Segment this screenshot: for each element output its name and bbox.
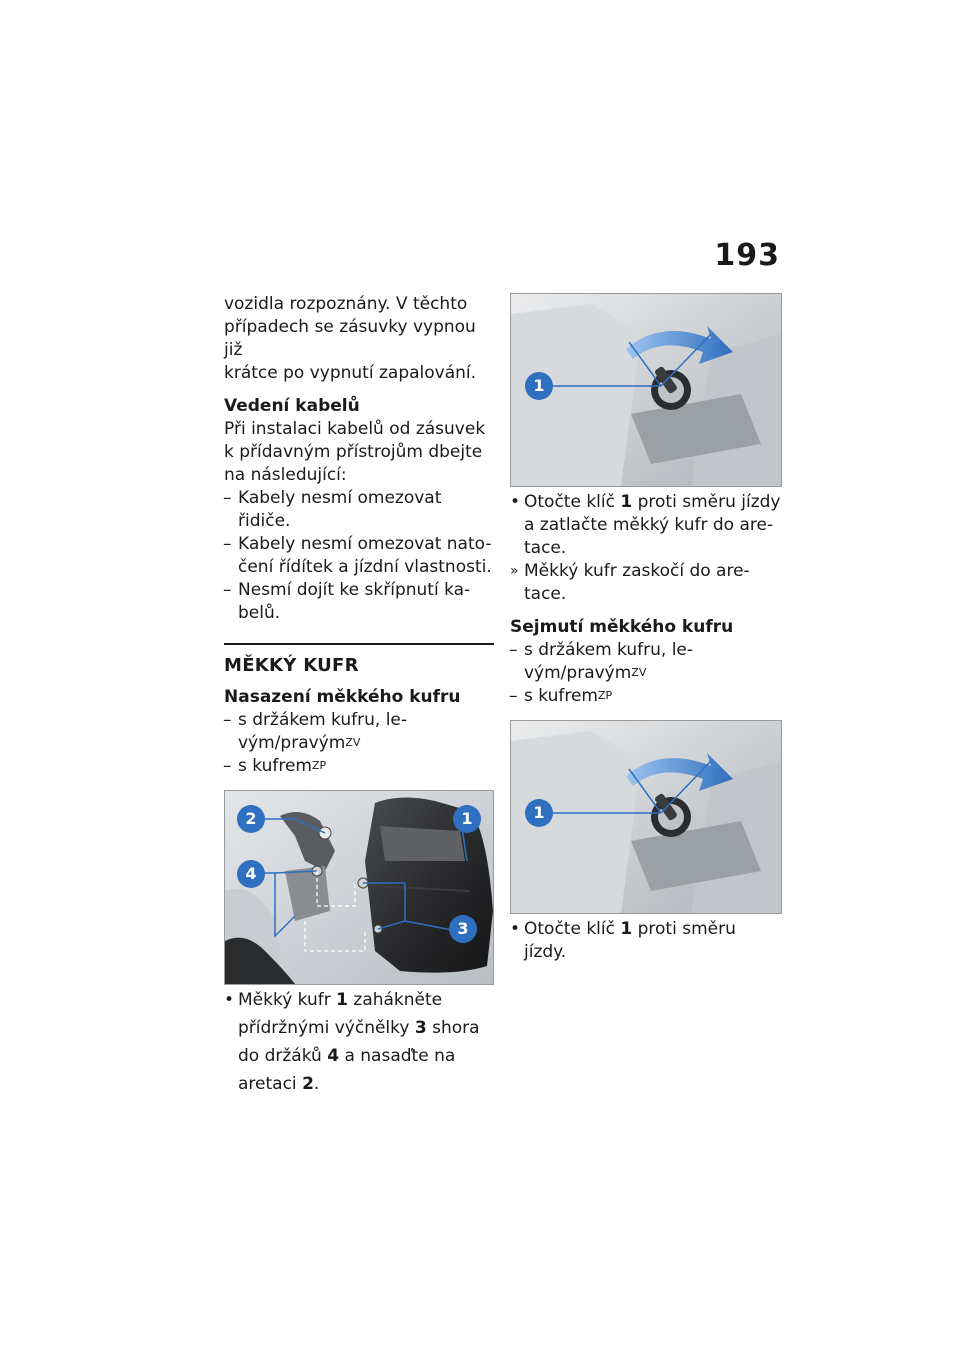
dash-marker: –: [223, 580, 232, 600]
instruction-step: • Otočte klíč 1 proti směru jízdy.: [510, 919, 736, 962]
equipment-code: ZP: [311, 759, 327, 772]
dash-marker: –: [223, 756, 232, 776]
instruction-step: • Otočte klíč 1 proti směru jízdy a zatlačte měkký kufr do are- tace.: [510, 492, 781, 558]
cable-line: k přídavným přístrojům dbejte: [224, 442, 483, 462]
callout-2: 2: [237, 805, 265, 833]
cable-item: – Kabely nesmí omezovat řidiče.: [223, 488, 442, 531]
condition-item: – s kufrem$^{ZP}$: [509, 686, 613, 706]
left-column: [224, 293, 494, 1096]
callout-1: 1: [453, 805, 481, 833]
instruction-step: • Měkký kufr 1 zahákněte přídržnými výčnělky 3 shora do držáků 4 a nasaďte na aretaci 2.: [224, 990, 480, 1094]
figure-case-mounting: [224, 790, 494, 985]
intro-line: případech se zásuvky vypnou již: [224, 317, 476, 360]
result-item: » Měkký kufr zaskočí do are- tace.: [510, 561, 750, 604]
right-column: [510, 293, 782, 964]
bullet-marker: •: [224, 990, 235, 1010]
equipment-code: ZP: [597, 689, 613, 702]
callout-3: 3: [449, 915, 477, 943]
result-marker: »: [510, 563, 519, 579]
equipment-code: ZV: [631, 666, 647, 679]
page-number: 193: [714, 238, 780, 273]
section-title: MĚKKÝ KUFR: [224, 655, 359, 676]
bullet-marker: •: [510, 492, 521, 512]
callout-1: 1: [525, 799, 553, 827]
dash-marker: –: [223, 534, 232, 554]
cable-line: Při instalaci kabelů od zásuvek: [224, 419, 486, 439]
intro-line: krátce po vypnutí zapalování.: [224, 363, 477, 383]
dash-marker: –: [223, 488, 232, 508]
dash-marker: –: [509, 686, 518, 706]
cable-heading: Vedení kabelů: [224, 396, 360, 416]
dash-marker: –: [223, 710, 232, 730]
figure-key-lock-2: [510, 720, 782, 914]
dash-marker: –: [509, 640, 518, 660]
condition-item: – s kufrem$^{ZP}$: [223, 756, 327, 776]
bullet-marker: •: [510, 919, 521, 939]
remove-heading: Sejmutí měkkého kufru: [510, 617, 734, 637]
callout-1: 1: [525, 372, 553, 400]
equipment-code: ZV: [345, 736, 361, 749]
callout-4: 4: [237, 860, 265, 888]
intro-line: vozidla rozpoznány. V těchto: [224, 294, 468, 314]
condition-item: – s držákem kufru, le- vým/pravým$^{ZV}$: [509, 640, 694, 683]
mount-heading: Nasazení měkkého kufru: [224, 687, 461, 707]
cable-line: na následující:: [224, 465, 347, 485]
section-divider: [224, 643, 494, 645]
figure-key-lock-1: [510, 293, 782, 487]
condition-item: – s držákem kufru, le- vým/pravým$^{ZV}$: [223, 710, 408, 753]
cable-item: – Nesmí dojít ke skřípnutí ka- belů.: [223, 580, 471, 623]
cable-item: – Kabely nesmí omezovat nato- čení řídítek a jízdní vlastnosti.: [223, 534, 492, 577]
